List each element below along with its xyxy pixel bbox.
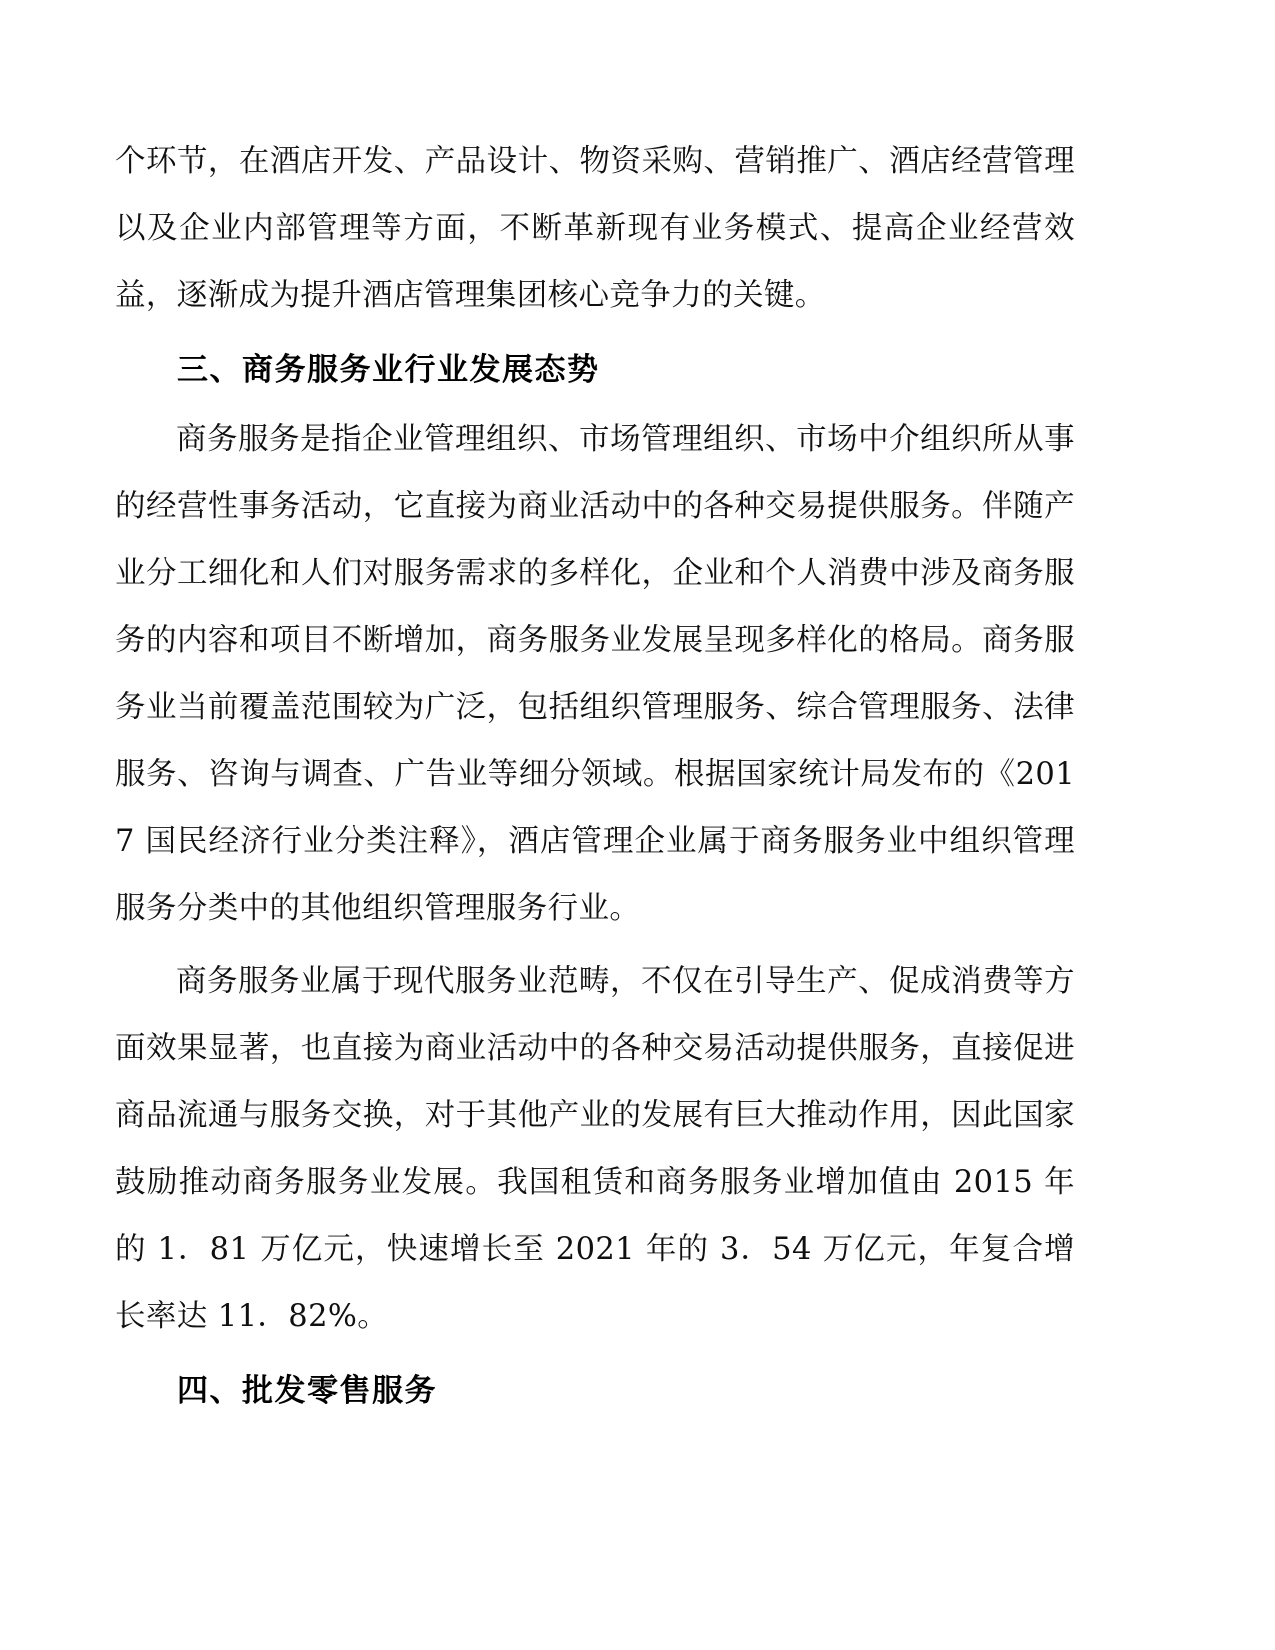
paragraph-continued-from-previous-page: 个环节，在酒店开发、产品设计、物资采购、营销推广、酒店经营管理以及企业内部管理等方面，不断革新现有业务模式、提高企业经营效益，逐渐成为提升酒店管理集团核心竞争力的关键。 bbox=[115, 144, 1075, 313]
paragraph-business-services-growth: 商务服务业属于现代服务业范畴，不仅在引导生产、促成消费等方面效果显著，也直接为商业活动中的各种交易活动提供服务，直接促进商品流通与服务交换，对于其他产业的发展有巨大推动作用，因此国家鼓励推动商务服务业发展。我国租赁和商务服务业增加值由 2015 年的 1．81 万亿元，快速增长至 2021 年的 3．54 万亿元，年复合增长率达 11．82%。 bbox=[115, 964, 1075, 1334]
section-heading-three: 三、商务服务业行业发展态势 bbox=[177, 352, 600, 388]
spacer bbox=[115, 1350, 1075, 1358]
section-heading-four: 四、批发零售服务 bbox=[177, 1373, 437, 1409]
page-body-column bbox=[115, 128, 1075, 1425]
paragraph-business-services-definition: 商务服务是指企业管理组织、市场管理组织、市场中介组织所从事的经营性事务活动，它直接为商业活动中的各种交易提供服务。伴随产业分工细化和人们对服务需求的多样化，企业和个人消费中涉及商务服务的内容和项目不断增加，商务服务业发展呈现多样化的格局。商务服务业当前覆盖范围较为广泛，包括组织管理服务、综合管理服务、法律服务、咨询与调查、广告业等细分领域。根据国家统计局发布的《2017 国民经济行业分类注释》，酒店管理企业属于商务服务业中组织管理服务分类中的其他组织管理服务行业。 bbox=[115, 422, 1075, 926]
spacer bbox=[115, 329, 1075, 337]
